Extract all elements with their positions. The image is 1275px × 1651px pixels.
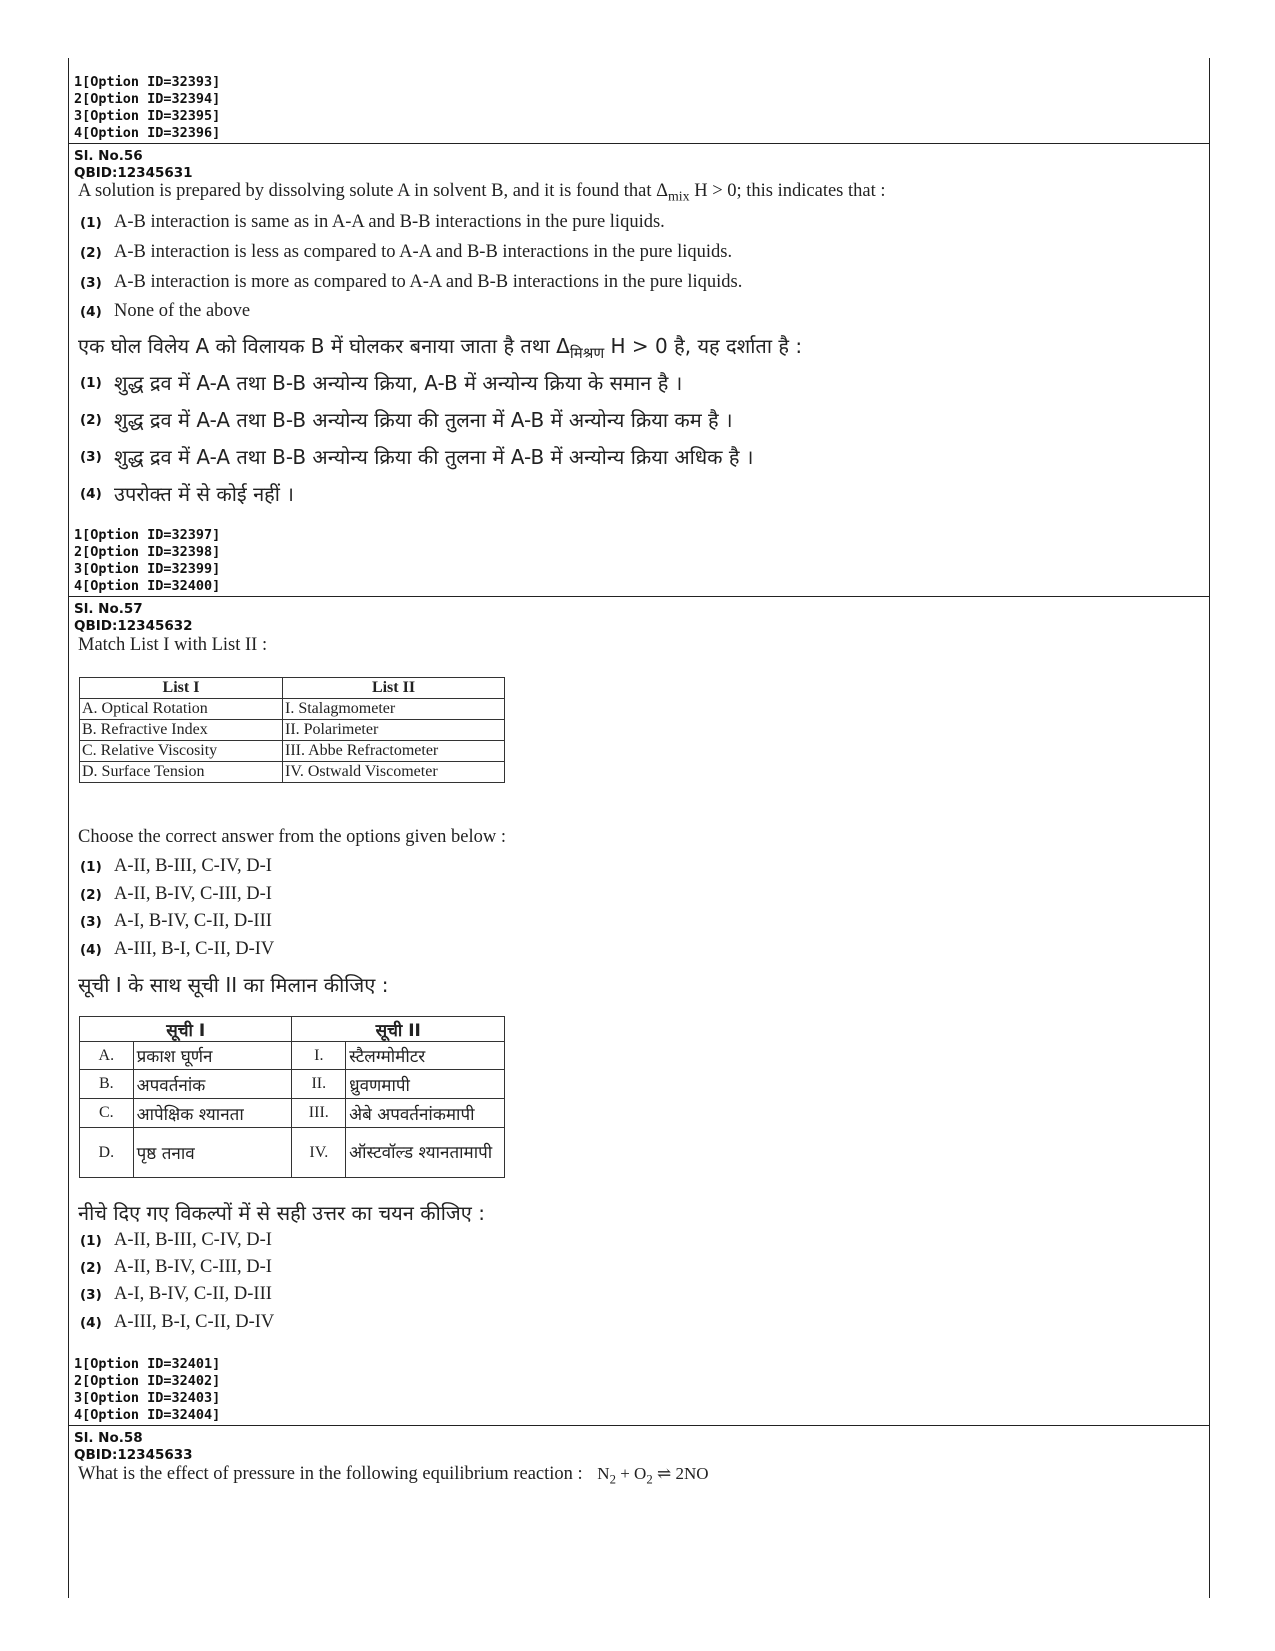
question-text-en: Match List I with List II : [78, 635, 268, 655]
option-id: 4[Option ID=32400] [74, 578, 221, 594]
divider [68, 596, 1210, 597]
option-en-3[interactable]: (3) A-B interaction is more as compared to A-A and B-B interactions in the pure liquids. [80, 272, 743, 292]
table-row: B. Refractive Index II. Polarimeter [80, 720, 505, 741]
option-id: 4[Option ID=32396] [74, 125, 221, 141]
table-row: C. आपेक्षिक श्यानता III. अेबे अपवर्तनांकमापी [80, 1099, 505, 1128]
divider [68, 143, 1210, 144]
option-id: 3[Option ID=32399] [74, 561, 221, 577]
match-table-en [79, 677, 505, 783]
option-hi-4[interactable]: (4) A-III, B-I, C-II, D-IV [80, 1312, 275, 1332]
option-id: 2[Option ID=32398] [74, 544, 221, 560]
table-header: सूची I [80, 1017, 292, 1042]
option-hi-3[interactable]: (3) शुद्ध द्रव में A-A तथा B-B अन्योन्य क्रिया की तुलना में A-B में अन्योन्य क्रिया अधिक है । [80, 445, 754, 469]
option-id: 3[Option ID=32403] [74, 1390, 221, 1406]
qbid: QBID:12345633 [74, 1447, 193, 1463]
question-text-hi: एक घोल विलेय A को विलायक B में घोलकर बनाया जाता है तथा $\Delta_{मिश्रण}$ H > 0 है, यह दर्शाता है : [78, 334, 803, 362]
option-id: 1[Option ID=32393] [74, 74, 221, 90]
option-hi-2[interactable]: (2) शुद्ध द्रव में A-A तथा B-B अन्योन्य क्रिया की तुलना में A-B में अन्योन्य क्रिया कम है । [80, 408, 733, 432]
option-en-4[interactable]: (4) A-III, B-I, C-II, D-IV [80, 939, 275, 959]
question-text-en: What is the effect of pressure in the following equilibrium reaction : $N_2 + O_2$ ⇌ 2NO [78, 1464, 709, 1487]
option-ids-q56 [74, 527, 220, 595]
option-hi-1[interactable]: (1) शुद्ध द्रव में A-A तथा B-B अन्योन्य क्रिया, A-B में अन्योन्य क्रिया के समान है । [80, 371, 683, 395]
option-en-2[interactable]: (2) A-B interaction is less as compared to A-A and B-B interactions in the pure liquids. [80, 242, 733, 262]
table-row: A. Optical Rotation I. Stalagmometer [80, 699, 505, 720]
option-id: 1[Option ID=32397] [74, 527, 221, 543]
option-id: 3[Option ID=32395] [74, 108, 221, 124]
reaction-equation: $N_2 + O_2$ ⇌ 2NO [597, 1464, 709, 1487]
choose-text-hi: नीचे दिए गए विकल्पों में से सही उत्तर का चयन कीजिए : [78, 1201, 485, 1225]
qbid: QBID:12345632 [74, 618, 193, 634]
option-ids-top [74, 74, 220, 142]
choose-text-en: Choose the correct answer from the options given below : [78, 827, 506, 847]
option-en-3[interactable]: (3) A-I, B-IV, C-II, D-III [80, 911, 272, 931]
qbid: QBID:12345631 [74, 165, 193, 181]
option-hi-2[interactable]: (2) A-II, B-IV, C-III, D-I [80, 1257, 272, 1277]
option-en-1[interactable]: (1) A-B interaction is same as in A-A and B-B interactions in the pure liquids. [80, 212, 665, 232]
question-header [74, 148, 193, 182]
option-en-4[interactable]: (4) None of the above [80, 301, 251, 321]
option-en-2[interactable]: (2) A-II, B-IV, C-III, D-I [80, 884, 272, 904]
table-row: D. पृष्ठ तनाव IV. ऑस्टवॉल्ड श्यानतामापी [80, 1128, 505, 1178]
serial-number: Sl. No.56 [74, 148, 143, 164]
option-hi-1[interactable]: (1) A-II, B-III, C-IV, D-I [80, 1230, 272, 1250]
table-row: C. Relative Viscosity III. Abbe Refractometer [80, 741, 505, 762]
table-header: List II [283, 678, 505, 699]
question-text-hi: सूची I के साथ सूची II का मिलान कीजिए : [78, 973, 389, 997]
table-row: D. Surface Tension IV. Ostwald Viscometer [80, 762, 505, 783]
question-text-en: A solution is prepared by dissolving solute A in solvent B, and it is found that $\Delta_{mix}$ H > 0; this indicates that : [78, 181, 886, 205]
option-id: 4[Option ID=32404] [74, 1407, 221, 1423]
option-hi-3[interactable]: (3) A-I, B-IV, C-II, D-III [80, 1284, 272, 1304]
table-row: A. प्रकाश घूर्णन I. स्टैलग्मोमीटर [80, 1042, 505, 1070]
table-header: सूची II [292, 1017, 505, 1042]
table-header: List I [80, 678, 283, 699]
question-header [74, 601, 193, 635]
option-en-1[interactable]: (1) A-II, B-III, C-IV, D-I [80, 856, 272, 876]
divider [68, 1425, 1210, 1426]
option-id: 2[Option ID=32394] [74, 91, 221, 107]
option-hi-4[interactable]: (4) उपरोक्त में से कोई नहीं । [80, 482, 294, 506]
serial-number: Sl. No.57 [74, 601, 143, 617]
match-table-hi [79, 1016, 505, 1178]
option-id: 2[Option ID=32402] [74, 1373, 221, 1389]
table-row: B. अपवर्तनांक II. ध्रुवणमापी [80, 1070, 505, 1099]
option-id: 1[Option ID=32401] [74, 1356, 221, 1372]
question-header [74, 1430, 193, 1464]
serial-number: Sl. No.58 [74, 1430, 143, 1446]
option-ids-q57 [74, 1356, 220, 1424]
